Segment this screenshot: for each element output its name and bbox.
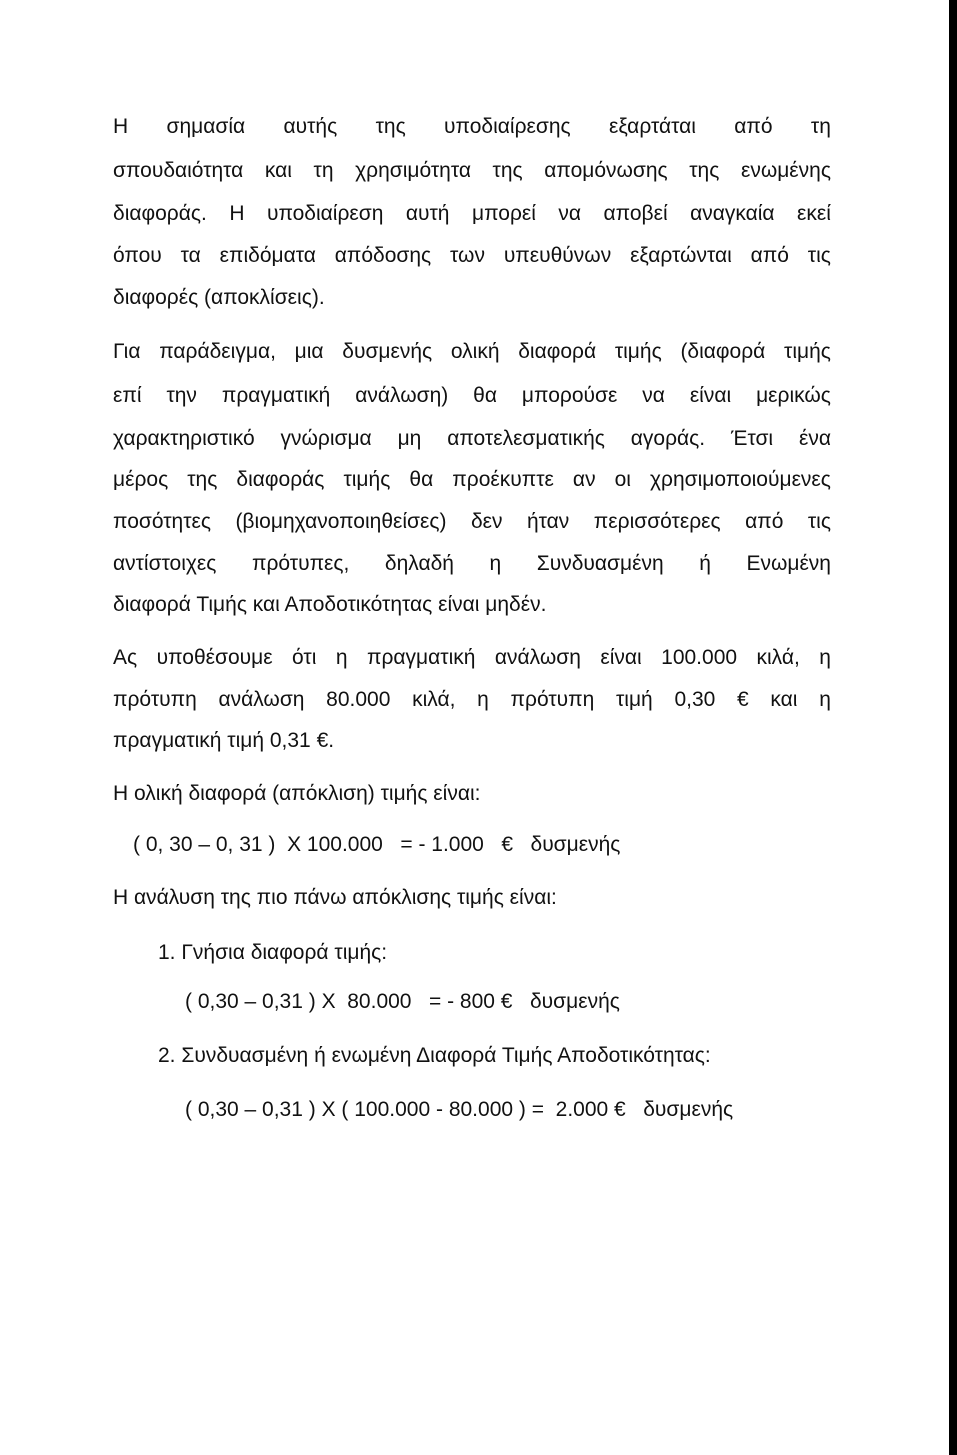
word: δυσμενής xyxy=(342,340,433,363)
word: τιμής xyxy=(343,468,391,491)
word: υποθέσουμε xyxy=(156,646,273,669)
word: εξαρτάται xyxy=(608,115,696,138)
word: Για xyxy=(113,340,141,363)
word: η xyxy=(477,688,489,711)
word: της xyxy=(492,159,523,182)
word: της xyxy=(375,115,406,138)
word: πρότυπη xyxy=(113,688,197,711)
word: ή xyxy=(699,552,711,575)
word: χρησιμοποιούμενες xyxy=(650,468,831,491)
word: υποδιαίρεσης xyxy=(444,115,571,138)
paragraph-2-line-1 xyxy=(113,339,831,365)
word: € xyxy=(737,688,749,711)
word: γνώρισμα xyxy=(280,427,372,450)
word: πραγματική xyxy=(221,384,331,407)
word: πρότυπες, xyxy=(251,552,350,575)
word: χρησιμότητα xyxy=(355,159,471,182)
word: Ας xyxy=(113,646,138,669)
word: είναι xyxy=(689,384,732,407)
word: των xyxy=(450,244,485,267)
word: από xyxy=(745,510,784,533)
paragraph-1-line-5: διαφορές (αποκλίσεις). xyxy=(113,286,325,309)
paragraph-1-line-4 xyxy=(113,243,831,269)
word: τις xyxy=(807,510,831,533)
word: (βιομηχανοποιηθείσες) xyxy=(235,510,447,533)
word: τιμής xyxy=(614,340,662,363)
word: της xyxy=(689,159,720,182)
word: μπορούσε xyxy=(521,384,618,407)
word: ενωμένης xyxy=(740,159,831,182)
word: την xyxy=(166,384,197,407)
word: μια xyxy=(294,340,324,363)
word: επιδόματα xyxy=(219,244,316,267)
word: ολική xyxy=(450,340,500,363)
analysis-item-2-label: 2. Συνδυασμένη ή ενωμένη Διαφορά Τιμής Αποδοτικότητας: xyxy=(158,1044,711,1067)
word: απομόνωσης xyxy=(544,159,668,182)
word: Ενωμένη xyxy=(746,552,831,575)
word: 0,30 xyxy=(674,688,716,711)
analysis-item-1-formula: ( 0,30 – 0,31 ) X 80.000 = - 800 € δυσμενής xyxy=(185,990,620,1013)
word: απόδοσης xyxy=(334,244,432,267)
analysis-item-1-label: 1. Γνήσια διαφορά τιμής: xyxy=(158,941,388,964)
word: αποτελεσματικής xyxy=(447,427,605,450)
word: δεν xyxy=(470,510,503,533)
word: Η xyxy=(229,202,245,225)
word: θα xyxy=(473,384,497,407)
word: ότι xyxy=(292,646,317,669)
word: η xyxy=(335,646,348,669)
paragraph-3-line-2 xyxy=(113,687,831,713)
word: Η xyxy=(113,115,129,138)
paragraph-1-line-1 xyxy=(113,114,831,140)
word: να xyxy=(558,202,582,225)
word: ανάλωση xyxy=(494,646,581,669)
word: τιμή xyxy=(616,688,653,711)
word: μπορεί xyxy=(471,202,536,225)
word: 80.000 xyxy=(326,688,391,711)
word: διαφοράς xyxy=(236,468,325,491)
word: κιλά, xyxy=(756,646,800,669)
paragraph-1-line-2 xyxy=(113,158,831,184)
paragraph-2-line-5 xyxy=(113,509,831,535)
paragraph-3-line-1 xyxy=(113,645,831,671)
word: ανάλωση) xyxy=(355,384,449,407)
word: μέρος xyxy=(113,468,169,491)
word: τη xyxy=(810,115,831,138)
paragraph-2-line-7: διαφορά Τιμής και Αποδοτικότητας είναι μηδέν. xyxy=(113,593,547,616)
word: Συνδυασμένη xyxy=(536,552,664,575)
word: επί xyxy=(113,384,142,407)
word: αναγκαία xyxy=(690,202,775,225)
word: είναι xyxy=(600,646,642,669)
word: της xyxy=(187,468,218,491)
analysis-heading: Η ανάλυση της πιο πάνω απόκλισης τιμής είναι: xyxy=(113,886,557,909)
word: αγοράς. xyxy=(630,427,706,450)
analysis-item-2-formula: ( 0,30 – 0,31 ) X ( 100.000 - 80.000 ) = 2.000 € δυσμενής xyxy=(185,1098,734,1121)
word: τη xyxy=(313,159,334,182)
word: ήταν xyxy=(526,510,570,533)
word: αποβεί xyxy=(603,202,668,225)
word: διαφοράς. xyxy=(113,202,207,225)
word: ποσότητες xyxy=(113,510,211,533)
word: (διαφορά xyxy=(680,340,766,363)
word: εξαρτώνται xyxy=(630,244,732,267)
word: μη xyxy=(397,427,422,450)
word: αυτής xyxy=(283,115,338,138)
word: από xyxy=(734,115,773,138)
word: εκεί xyxy=(797,202,831,225)
word: οι xyxy=(614,468,631,491)
word: τα xyxy=(180,244,201,267)
word: και xyxy=(770,688,798,711)
word: να xyxy=(642,384,665,407)
word: μερικώς xyxy=(756,384,831,407)
paragraph-2-line-6 xyxy=(113,551,831,577)
word: ένα xyxy=(798,427,831,450)
word: όπου xyxy=(113,244,162,267)
word: χαρακτηριστικό xyxy=(113,427,255,450)
total-variance-heading: Η ολική διαφορά (απόκλιση) τιμής είναι: xyxy=(113,782,481,805)
word: περισσότερες xyxy=(593,510,721,533)
total-variance-formula: ( 0, 30 – 0, 31 ) X 100.000 = - 1.000 € δυσμενής xyxy=(133,833,621,856)
word: 100.000 xyxy=(661,646,738,669)
paragraph-2-line-3 xyxy=(113,426,831,452)
word: αυτή xyxy=(405,202,450,225)
word: αν xyxy=(572,468,596,491)
paragraph-3-line-3: πραγματική τιμή 0,31 €. xyxy=(113,729,335,752)
word: από xyxy=(750,244,789,267)
word: πραγματική xyxy=(366,646,476,669)
word: Έτσι xyxy=(731,427,774,450)
word: η xyxy=(819,688,831,711)
paragraph-2-line-2 xyxy=(113,383,831,409)
word: τιμής xyxy=(784,340,831,363)
word: διαφορά xyxy=(518,340,597,363)
word: δηλαδή xyxy=(384,552,454,575)
word: και xyxy=(264,159,292,182)
paragraph-2-line-4 xyxy=(113,467,831,493)
paragraph-1-line-3 xyxy=(113,201,831,227)
word: παράδειγμα, xyxy=(159,340,276,363)
word: κιλά, xyxy=(412,688,456,711)
word: αντίστοιχες xyxy=(113,552,217,575)
word: η xyxy=(489,552,502,575)
word: ανάλωση xyxy=(218,688,305,711)
word: σημασία xyxy=(166,115,246,138)
word: η xyxy=(819,646,831,669)
word: θα xyxy=(409,468,434,491)
word: πρότυπη xyxy=(510,688,595,711)
word: υπευθύνων xyxy=(503,244,612,267)
word: σπουδαιότητα xyxy=(113,159,244,182)
word: προέκυπτε xyxy=(452,468,554,491)
word: τις xyxy=(807,244,831,267)
word: υποδιαίρεση xyxy=(266,202,384,225)
